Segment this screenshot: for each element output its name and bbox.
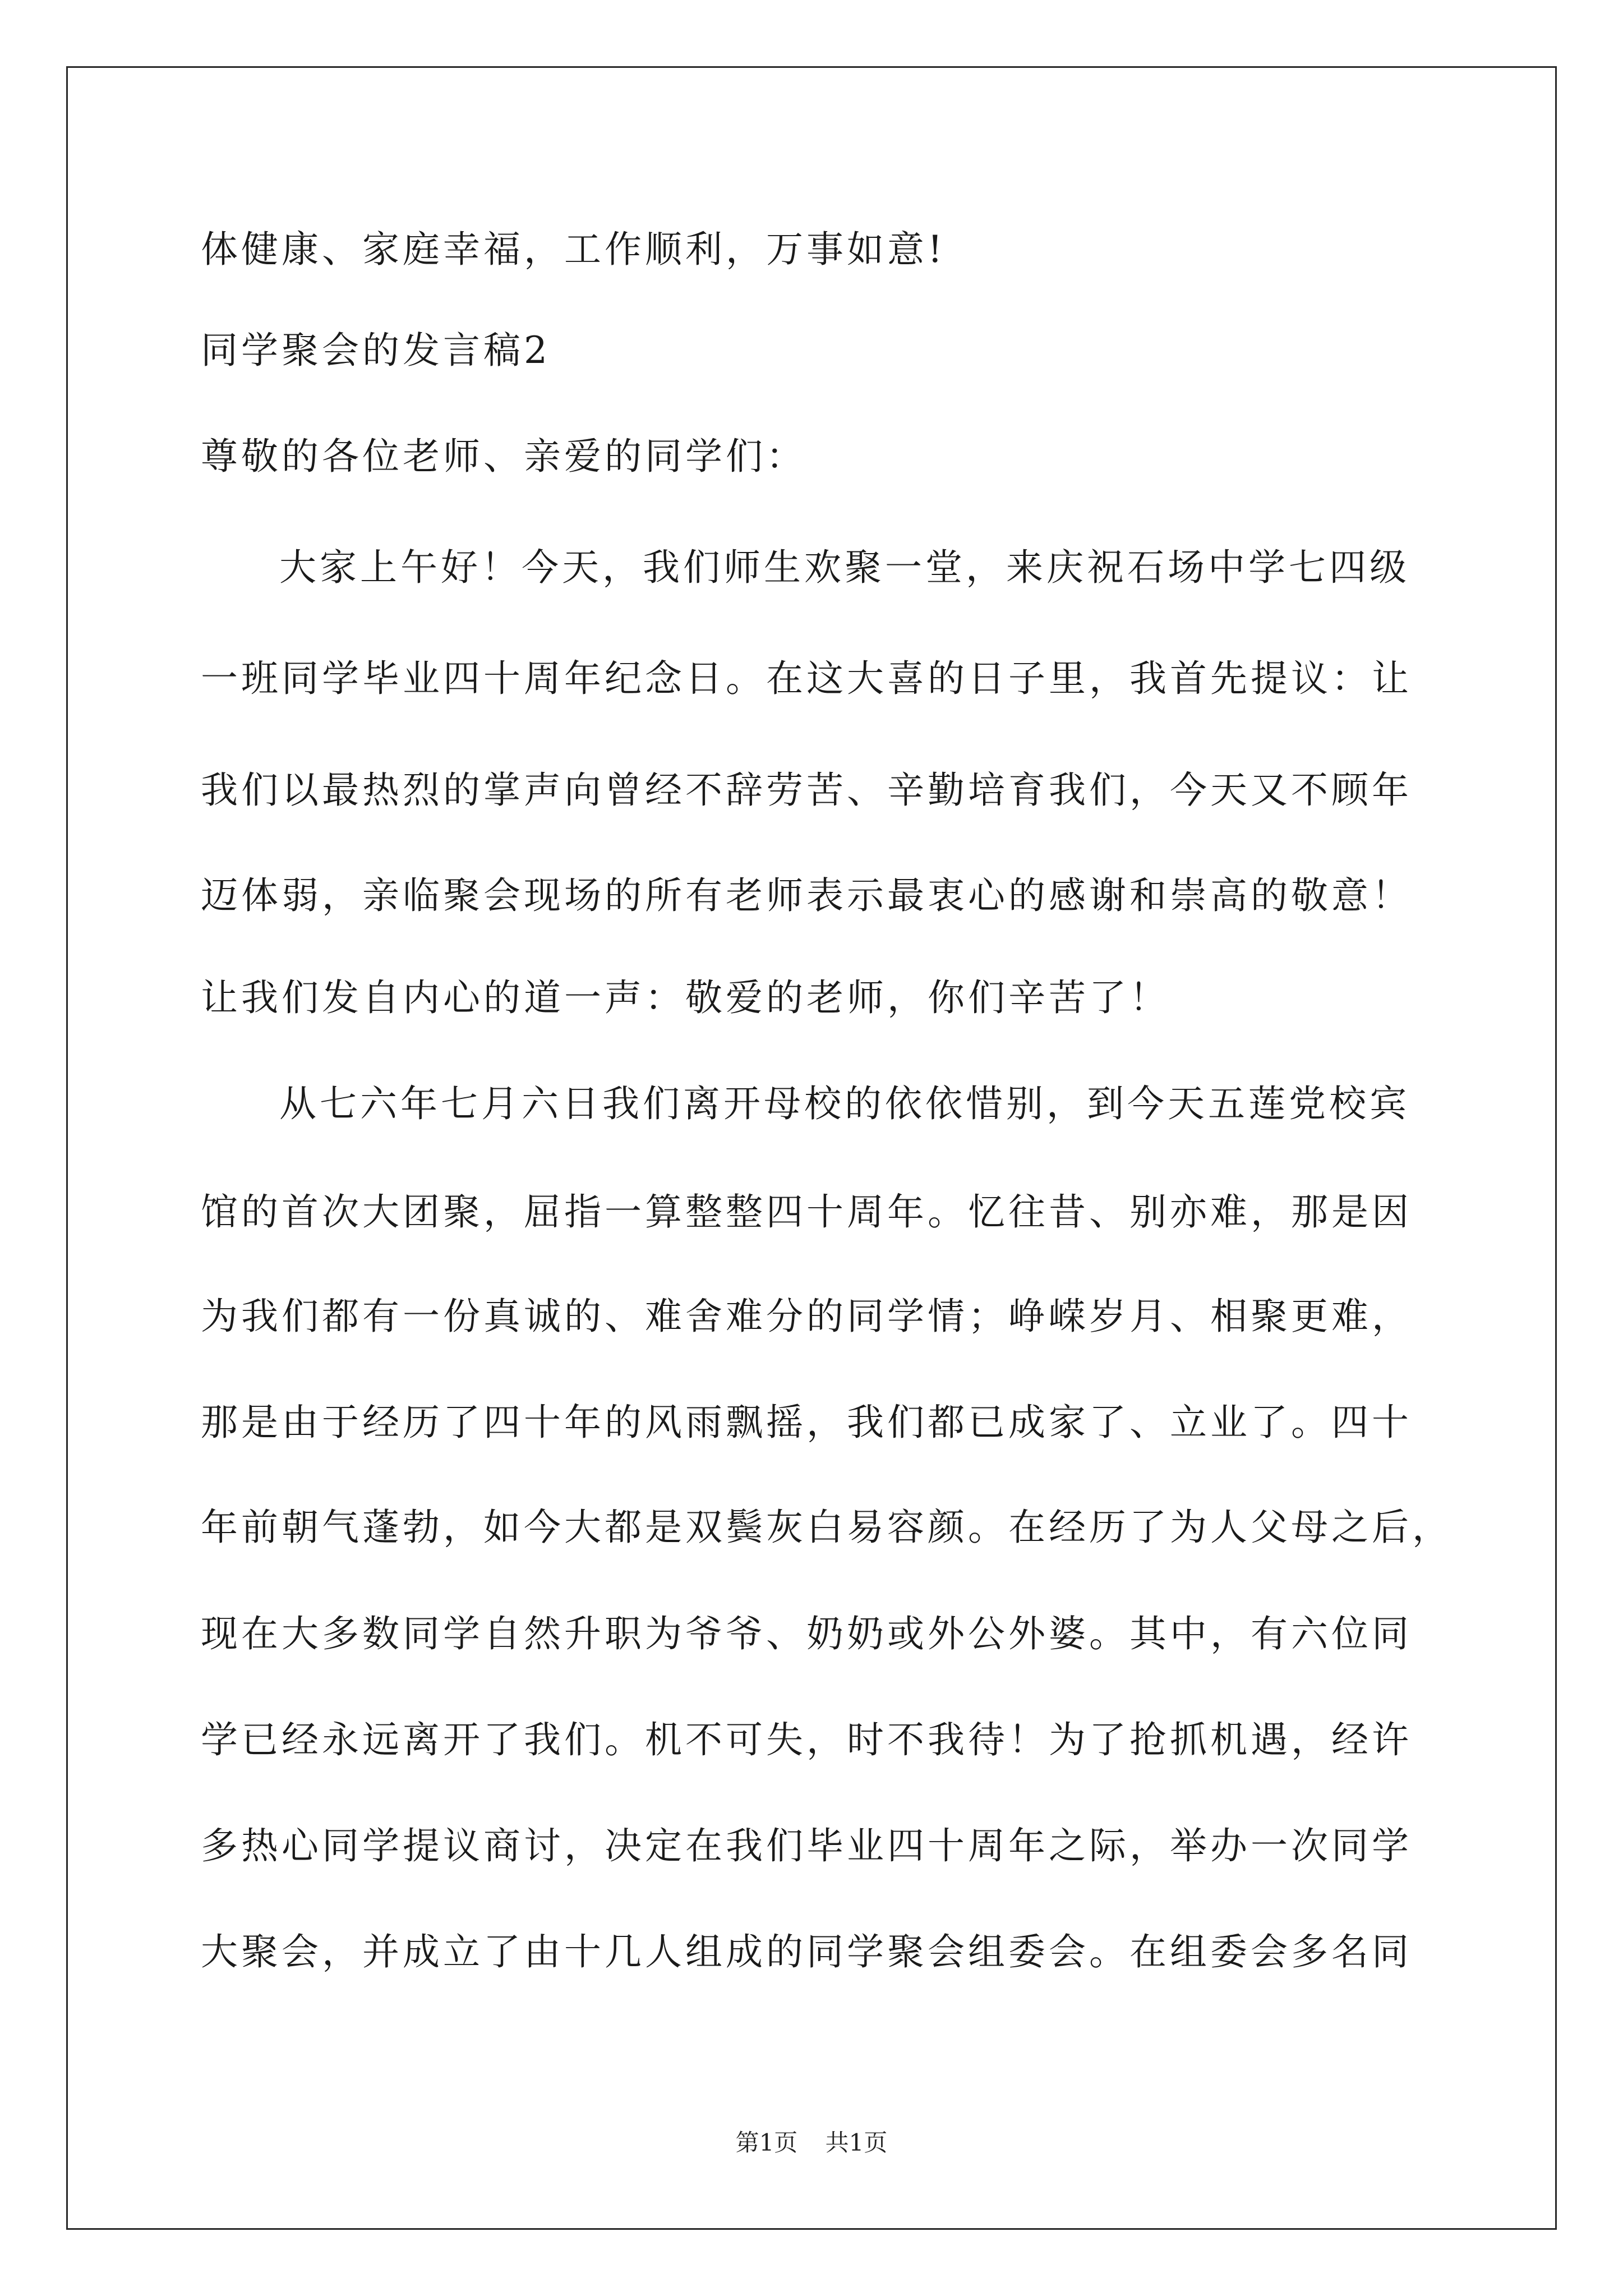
section-title: 同学聚会的发言稿2 bbox=[201, 329, 551, 372]
text-line: 多热心同学提议商讨，决定在我们毕业四十周年之际，举办一次同学 bbox=[201, 1824, 1412, 1867]
text-line: 馆的首次大团聚，屈指一算整整四十周年。忆往昔、别亦难，那是因 bbox=[201, 1190, 1412, 1234]
text-line: 体健康、家庭幸福，工作顺利，万事如意! bbox=[201, 228, 946, 271]
page-footer bbox=[0, 2129, 1623, 2157]
text-line: 我们以最热烈的掌声向曾经不辞劳苦、辛勤培育我们，今天又不顾年 bbox=[201, 769, 1412, 812]
page-number: 第1页 bbox=[735, 2129, 798, 2156]
salutation: 尊敬的各位老师、亲爱的同学们： bbox=[201, 435, 806, 478]
text-line: 一班同学毕业四十周年纪念日。在这大喜的日子里，我首先提议：让 bbox=[201, 657, 1412, 700]
text-line: 学已经永远离开了我们。机不可失，时不我待！为了抢抓机遇，经许 bbox=[201, 1718, 1412, 1761]
text-line: 让我们发自内心的道一声：敬爱的老师，你们辛苦了！ bbox=[201, 976, 1170, 1019]
text-line: 年前朝气蓬勃，如今大都是双鬓灰白易容颜。在经历了为人父母之后， bbox=[201, 1506, 1453, 1549]
text-line: 为我们都有一份真诚的、难舍难分的同学情；峥嵘岁月、相聚更难， bbox=[201, 1295, 1412, 1338]
text-line: 从七六年七月六日我们离开母校的依依惜别，到今天五莲党校宾 bbox=[279, 1082, 1410, 1125]
text-line: 迈体弱，亲临聚会现场的所有老师表示最衷心的感谢和崇高的敬意！ bbox=[201, 874, 1412, 917]
text-line: 大聚会，并成立了由十几人组成的同学聚会组委会。在组委会多名同 bbox=[201, 1930, 1412, 1973]
text-line: 大家上午好！今天，我们师生欢聚一堂，来庆祝石场中学七四级 bbox=[279, 546, 1410, 589]
text-line: 那是由于经历了四十年的风雨飘摇，我们都已成家了、立业了。四十 bbox=[201, 1401, 1412, 1444]
page-border bbox=[66, 66, 1557, 2230]
text-line: 现在大多数同学自然升职为爷爷、奶奶或外公外婆。其中，有六位同 bbox=[201, 1612, 1412, 1655]
page-total: 共1页 bbox=[825, 2129, 888, 2156]
